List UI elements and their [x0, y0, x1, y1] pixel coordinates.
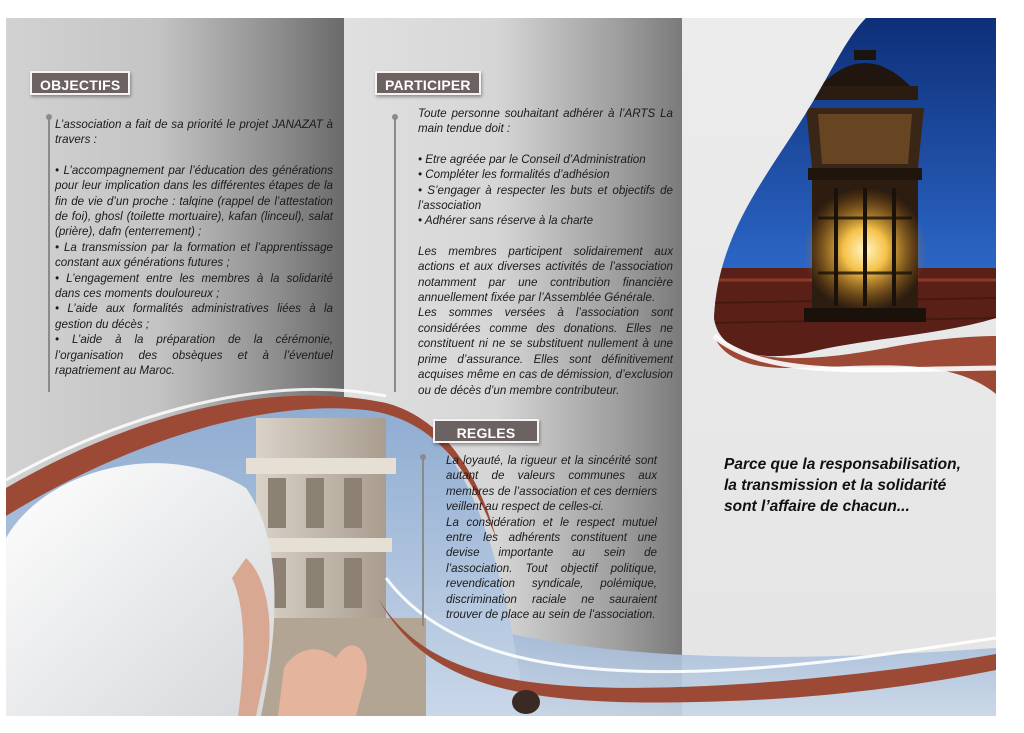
participer-paragraph: Les membres participent solidairement aux actions et aux diverses activités de l’association notamment par une contribution financière annuellement fixée par l’Assemblée Générale. [418, 244, 673, 305]
objectif-item: • L’engagement entre les membres à la solidarité dans ces moments douloureux ; [55, 271, 333, 301]
condition-item: • Adhérer sans réserve à la charte [418, 214, 594, 228]
lantern-icon [803, 50, 927, 322]
slogan: Parce que la responsabilisation, la transmission et la solidarité sont l’affaire de chacun... [724, 456, 961, 515]
objectifs-text [55, 117, 333, 379]
hand-beads [512, 690, 540, 714]
regles-paragraph: La loyauté, la rigueur et la sincérité sont autant de valeurs communes aux membres de l’association et ces derniers veillent au respect de celles-ci. [446, 454, 657, 514]
regles-paragraph: La considération et le respect mutuel entre les adhérents constituent une devise importante au sein de l’association. Tout objectif politique, revendication syndicale, polémique, discrimination raciale ne sauraient trouver de place au sein de l’association. [446, 515, 657, 622]
rule-participer [394, 116, 396, 392]
participer-intro: Toute personne souhaitant adhérer à l’ARTS La main tendue doit : [418, 107, 673, 136]
condition-item: • Etre agréée par le Conseil d’Administration [418, 152, 646, 166]
heading-regles: REGLES [433, 419, 539, 443]
objectif-item: • L’aide à la préparation de la cérémonie, l’organisation des obsèques et à l’éventuel rapatriement au Maroc. [55, 333, 333, 378]
condition-item: • S’engager à respecter les buts et objectifs de l’association [418, 183, 673, 213]
objectif-item: • L’aide aux formalités administratives liées à la gestion du décès ; [55, 302, 333, 331]
objectif-item: • L’accompagnement par l’éducation des générations pour leur implication dans les différentes étapes de la fin de vie d’un proche : talqine (rappel de l’attestation de foi), ghosl (toilette mortuaire), kafan (linceul), salat (prière), dafn (enterrement) ; [55, 163, 333, 239]
regles-text [446, 453, 657, 622]
rule-regles [422, 456, 424, 626]
objectifs-intro: L’association a fait de sa priorité le projet JANAZAT à travers : [55, 118, 333, 147]
heading-participer: PARTICIPER [375, 71, 481, 95]
objectif-item: • La transmission par la formation et l’apprentissage constant aux générations futures ; [55, 240, 333, 270]
lantern-photo [706, 18, 996, 358]
condition-item: • Compléter les formalités d’adhésion [418, 168, 610, 182]
participer-paragraph: Les sommes versées à l’association sont considérées comme des donations. Elles ne constituent ni ne se substituent nullement à une prime d’assurance. Elles sont définitivement acquises même en cas de démission, d’exclusion ou de décès d’un membre contributeur. [418, 306, 673, 397]
heading-objectifs: OBJECTIFS [30, 71, 130, 95]
rule-objectifs [48, 116, 50, 392]
participer-text [418, 106, 673, 398]
